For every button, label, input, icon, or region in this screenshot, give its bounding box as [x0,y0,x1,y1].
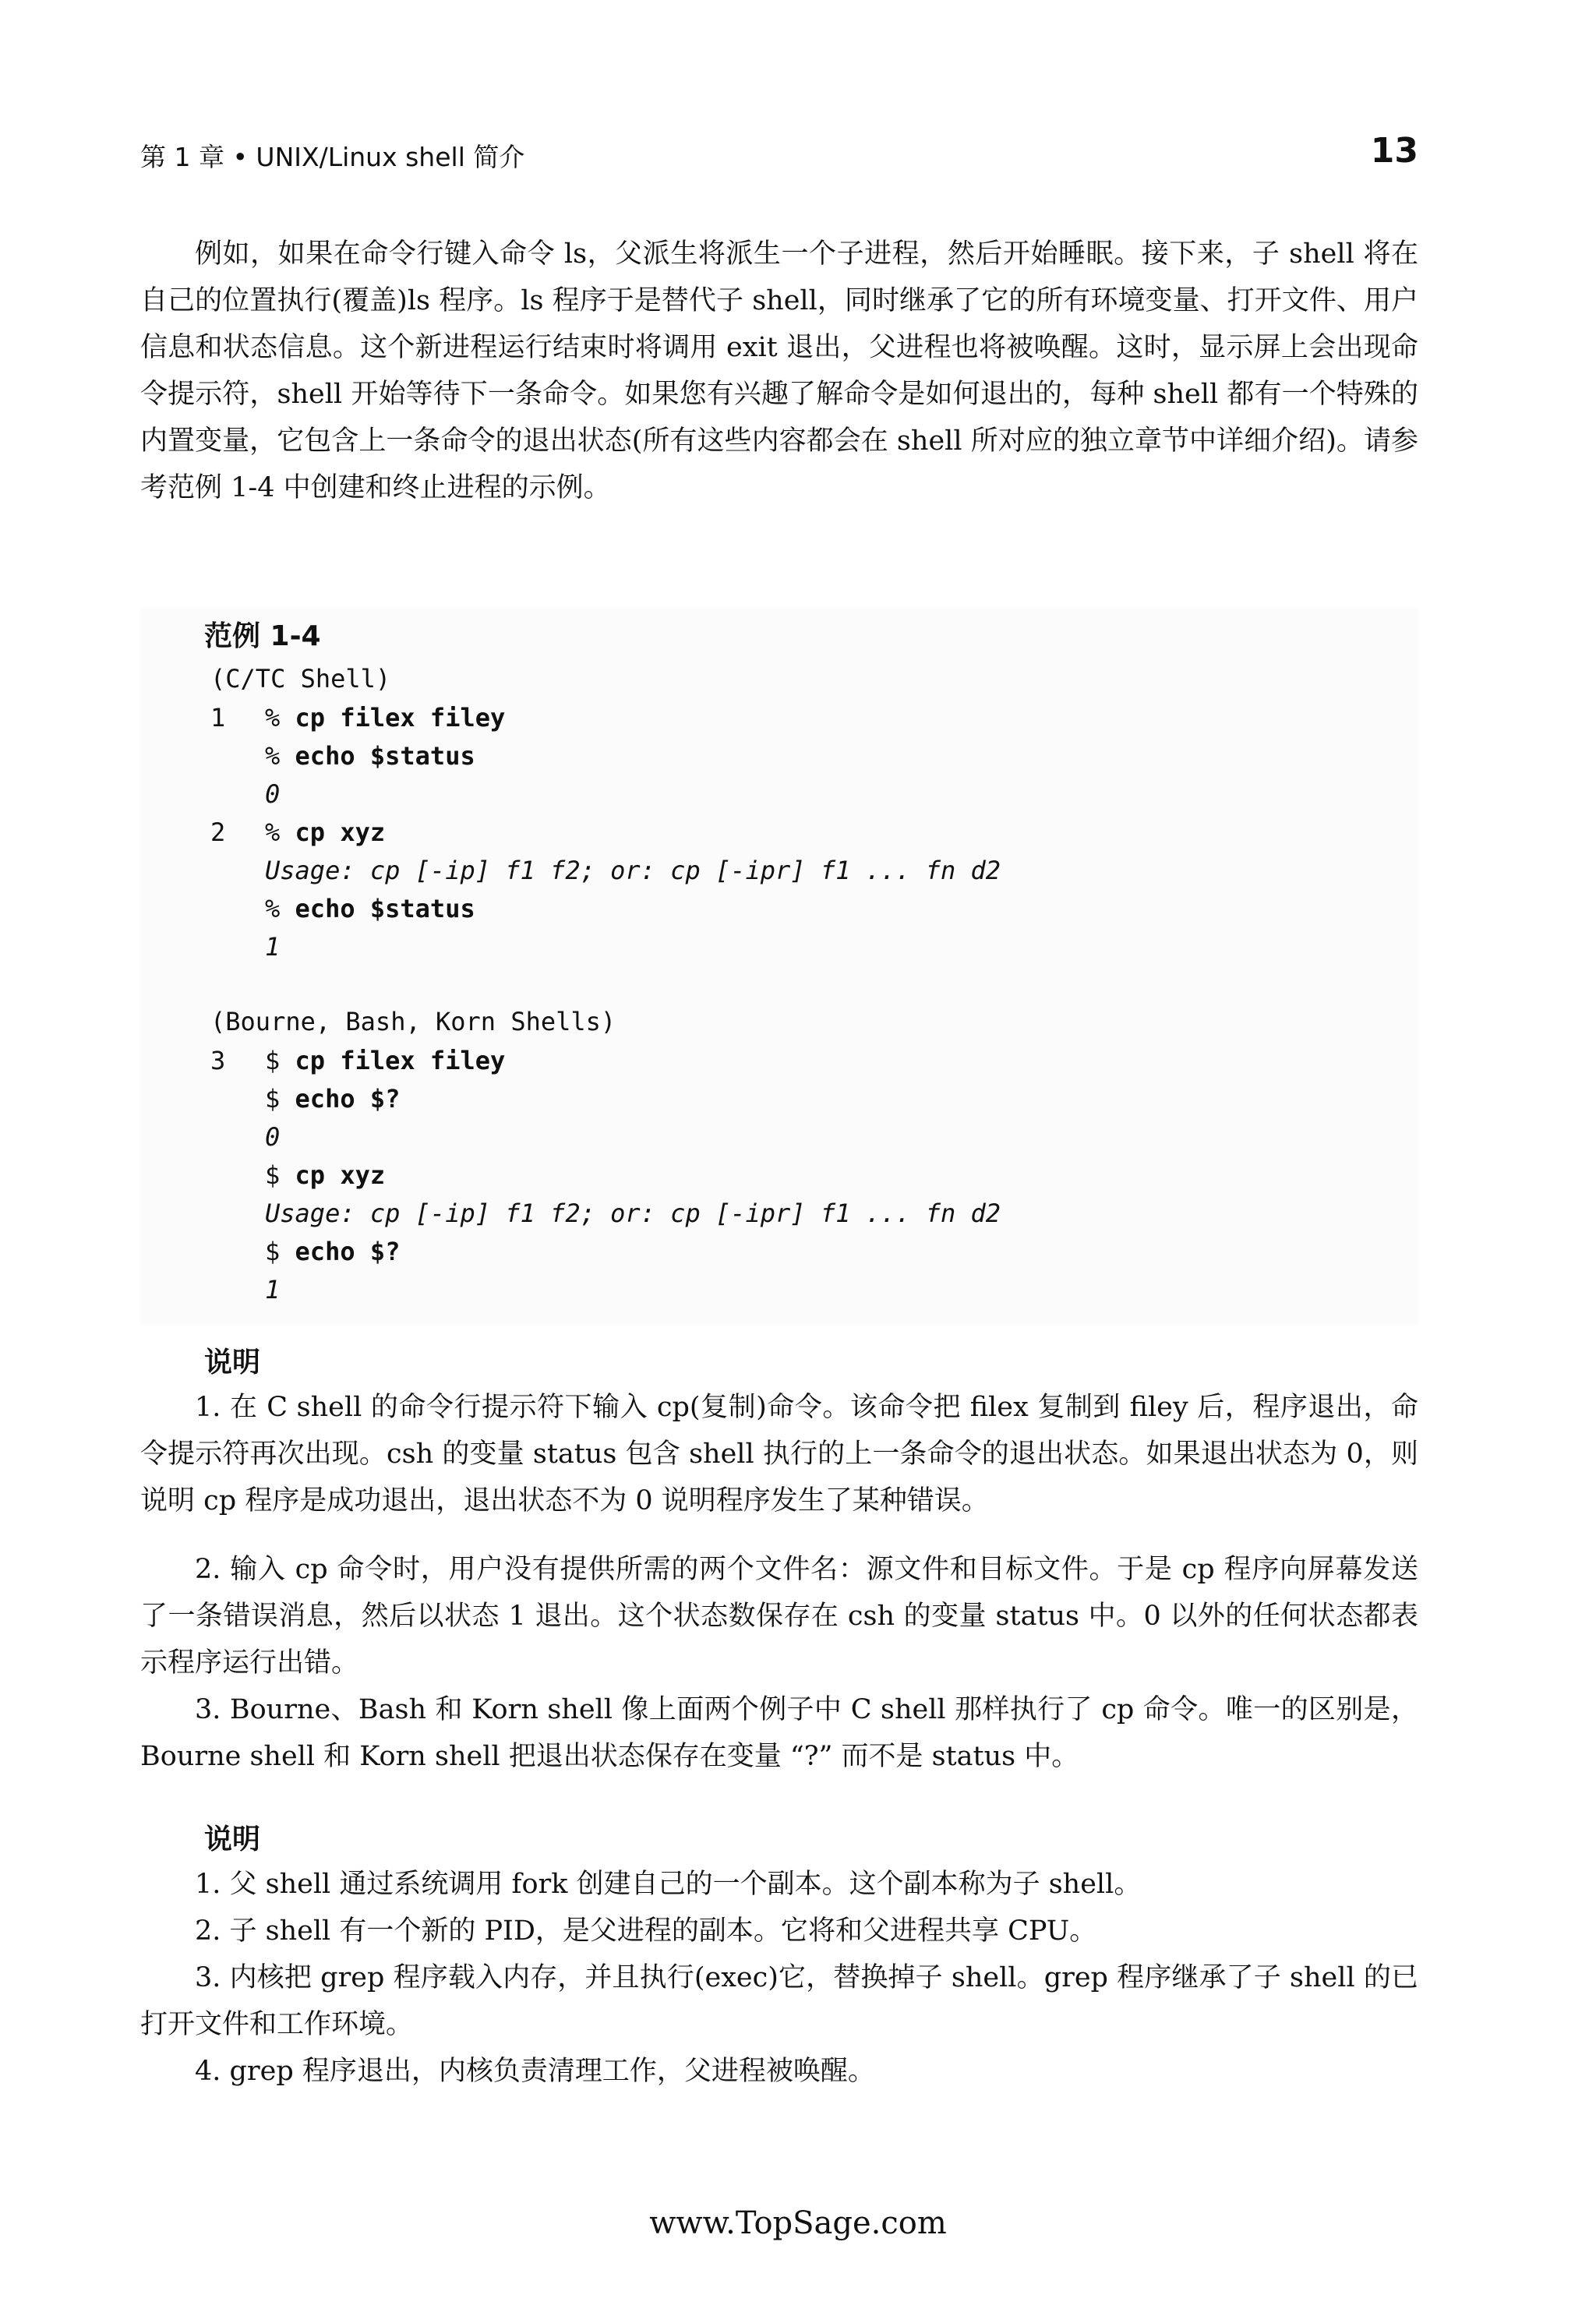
shell-prompt: % [265,817,295,847]
command-text: cp filex filey [295,1046,506,1075]
page-number: 13 [1370,131,1418,171]
command-text: echo $? [295,1237,401,1266]
output-text: 0 [265,1122,281,1152]
note-item: 4. grep 程序退出，内核负责清理工作，父进程被唤醒。 [195,2056,875,2087]
notes-heading-1: 说明 [204,1347,261,1379]
command-text: cp xyz [295,1160,386,1190]
command-text: echo $status [295,894,475,923]
shell-prompt: $ [265,1046,295,1075]
footer-url: www.TopSage.com [649,2205,947,2241]
output-text: Usage: cp [-ip] f1 f2; or: cp [-ipr] f1 ... fn d2 [265,856,1001,885]
shell-prompt: % [265,703,295,733]
shell-prompt: $ [265,1160,295,1190]
shell-prompt: % [265,894,295,923]
example-title: 范例 1-4 [204,620,321,652]
line-number: 3 [210,1046,226,1075]
note-item: 2. 输入 cp 命令时，用户没有提供所需的两个文件名：源文件和目标文件。于是 cp 程序向屏幕发送了一条错误消息，然后以状态 1 退出。这个状态数保存在 csh 的变量 status 中。0 以外的任何状态都表示程序运行出错。 [140,1554,1418,1679]
command-text: echo $status [295,741,475,771]
notes-heading-2: 说明 [204,1823,261,1855]
output-text: 1 [265,932,281,962]
shell-prompt: $ [265,1237,295,1266]
note-item: 3. Bourne、Bash 和 Korn shell 像上面两个例子中 C shell 那样执行了 cp 命令。唯一的区别是，Bourne shell 和 Korn shell 把退出状态保存在变量 “?” 而不是 status 中。 [140,1694,1418,1772]
shell-prompt: $ [265,1084,295,1114]
command-text: cp filex filey [295,703,506,733]
csh-heading: (C/TC Shell) [210,664,391,694]
command-text: cp xyz [295,817,386,847]
chapter-title: 第 1 章 • UNIX/Linux shell 简介 [140,142,525,172]
line-number: 2 [210,817,226,847]
shell-prompt: % [265,741,295,771]
note-item: 2. 子 shell 有一个新的 PID，是父进程的副本。它将和父进程共享 CPU。 [195,1915,1097,1947]
command-text: echo $? [295,1084,401,1114]
sh-heading: (Bourne, Bash, Korn Shells) [210,1007,616,1036]
output-text: 1 [265,1275,281,1305]
output-text: 0 [265,779,281,809]
note-item: 1. 父 shell 通过系统调用 fork 创建自己的一个副本。这个副本称为子 shell。 [195,1869,1142,1900]
intro-paragraph: 例如，如果在命令行键入命令 ls，父派生将派生一个子进程，然后开始睡眠。接下来，子 shell 将在自己的位置执行(覆盖)ls 程序。ls 程序于是替代子 shell，同时继承了它的所有环境变量、打开文件、用户信息和状态信息。这个新进程运行结束时将调用 exit 退出，父进程也将被唤醒。这时，显示屏上会出现命令提示符，shell 开始等待下一条命令。如果您有兴趣了解命令是如何退出的，每种 shell 都有一个特殊的内置变量，它包含上一条命令的退出状态(所有这些内容都会在 shell 所对应的独立章节中详细介绍)。请参考范例 1-4 中创建和终止进程的示例。 [140,238,1418,503]
note-item: 1. 在 C shell 的命令行提示符下输入 cp(复制)命令。该命令把 filex 复制到 filey 后，程序退出，命令提示符再次出现。csh 的变量 status 包含 shell 执行的上一条命令的退出状态。如果退出状态为 0，则说明 cp 程序是成功退出，退出状态不为 0 说明程序发生了某种错误。 [140,1392,1418,1516]
note-item: 3. 内核把 grep 程序载入内存，并且执行(exec)它，替换掉子 shell。grep 程序继承了子 shell 的已打开文件和工作环境。 [140,1962,1418,2040]
page-header [140,131,1418,185]
output-text: Usage: cp [-ip] f1 f2; or: cp [-ipr] f1 ... fn d2 [265,1199,1001,1228]
line-number: 1 [210,703,226,733]
